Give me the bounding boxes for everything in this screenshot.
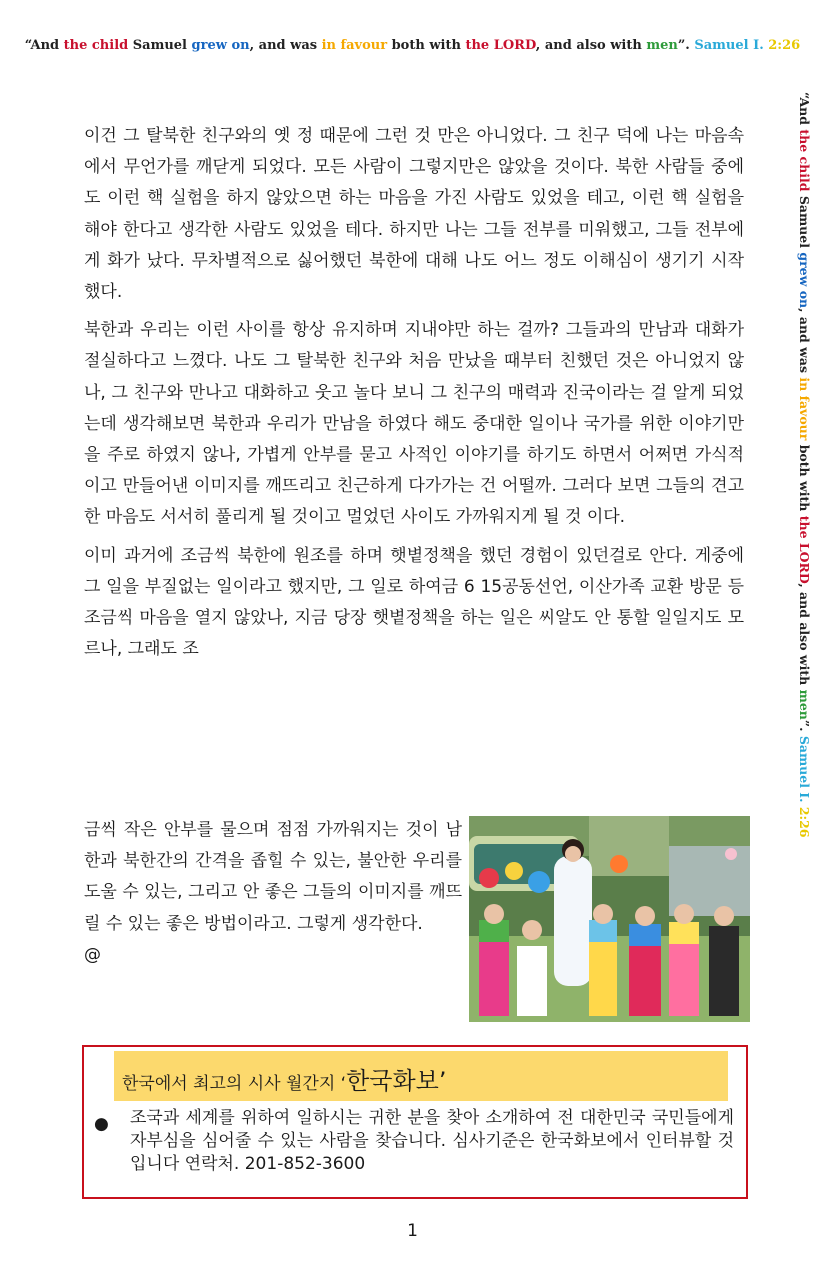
ad-title-prefix: 한국에서 최고의 시사 월간지 ‘ (122, 1074, 347, 1094)
quote-part: men (646, 38, 678, 53)
side-quote-part: the child (797, 129, 812, 196)
page-number: 1 (407, 1221, 418, 1241)
side-quote-part: both with (797, 444, 812, 516)
article-continuation (84, 815, 462, 971)
side-quote-part: “And (797, 92, 812, 130)
article-paragraph: 금씩 작은 안부를 물으며 점점 가까워지는 것이 남한과 북한간의 간격을 좁힐 수 있는, 불안한 우리를 도울 수 있는, 그리고 안 좋은 그들의 이미지를 깨뜨릴 수 있는 좋은 방법이라고. 그렇게 생각한다. (84, 820, 462, 934)
end-mark: @ (84, 944, 101, 965)
side-quote-part: , and also with (797, 583, 812, 690)
ad-title-suffix: ’ (438, 1067, 447, 1095)
quote-part: both with (391, 38, 466, 53)
quote-part: in favour (321, 38, 392, 53)
bullet-icon: ● (94, 1114, 109, 1134)
article-paragraph: 북한과 우리는 이런 사이를 항상 유지하며 지내야만 하는 걸까? 그들과의 만남과 대화가 절실하다고 느꼈다. 나도 그 탈북한 친구와 처음 만났을 때부터 친했던 것은 아니었지 않나, 그 친구와 만나고 대화하고 웃고 놀다 보니 그 친구의 매력과 진국이라는 걸 알게 되었는데 생각해보면 북한과 우리가 만남을 하였다 해도 중대한 일이나 국가를 위한 이야기만을 주로 하였지 않나, 가볍게 안부를 묻고 사적인 이야기를 하기도 하면서 어쩌면 가식적이고 만들어낸 이미지를 깨뜨리고 친근하게 다가가는 건 어떨까. 그러다 보면 그들의 견고한 마음도 서서히 풀리게 될 것이고 멀었던 사이도 가까워지게 될 것 이다. (84, 320, 744, 528)
side-quote-part: Samuel (797, 195, 812, 253)
festival-photo-image (469, 816, 750, 1022)
side-quote (797, 92, 812, 838)
quote-part: , and also with (535, 38, 647, 53)
quote-part: Samuel I. (694, 38, 769, 53)
quote-part: 2:26 (768, 38, 801, 53)
article-paragraph: 이미 과거에 조금씩 북한에 원조를 하며 햇볕정책을 했던 경험이 있던걸로 안다. 게중에 그 일을 부질없는 일이라고 했지만, 그 일로 하여금 6 15공동선언, 이산가족 교환 방문 등 조금씩 마음을 열지 않았나, 지금 당장 햇볕정책을 하는 일은 씨알도 안 통할 일일지도 모르나, 그래도 조 (84, 545, 744, 660)
ad-text: 조국과 세계를 위하여 일하시는 귀한 분을 찾아 소개하여 전 대한민국 국민들에게 자부심을 심어줄 수 있는 사람을 찾습니다. 심사기준은 한국화보에서 인터뷰할 것입니다 연락처. 201-852-3600 (130, 1108, 734, 1174)
side-quote-part: 2:26 (797, 806, 812, 838)
ad-box (82, 1045, 748, 1199)
side-quote-part: the LORD (797, 515, 812, 584)
side-quote-part: men (797, 689, 812, 720)
festival-photo (469, 816, 750, 1022)
header-quote (0, 38, 825, 53)
ad-title-name: 한국화보 (346, 1067, 439, 1095)
side-quote-part: , and was (797, 308, 812, 378)
quote-part: grew on (191, 38, 250, 53)
side-quote-part: grew on (797, 252, 812, 309)
quote-part: ”. (677, 38, 695, 53)
quote-part: “And (24, 38, 64, 53)
side-quote-part: ”. (797, 719, 812, 736)
side-quote-part: Samuel I. (797, 735, 812, 807)
article-paragraph: 이건 그 탈북한 친구와의 옛 정 때문에 그런 것 만은 아니었다. 그 친구 덕에 나는 마음속에서 무언가를 깨닫게 되었다. 모든 사람이 그렇지만은 않았을 것이다. 북한 사람들 중에도 이런 핵 실험을 하지 않았으면 하는 마음을 가진 사람도 있었을 테고, 이런 핵 실험을 해야 한다고 생각한 사람도 있었을 테다. 하지만 나는 그들 전부를 미워했고, 그들 전부에게 화가 났다. 무차별적으로 싫어했던 북한에 대해 나도 어느 정도 이해심이 생기기 시작했다. (84, 126, 744, 303)
quote-part: Samuel (132, 38, 192, 53)
quote-part: the child (63, 38, 133, 53)
quote-part: , and was (249, 38, 322, 53)
ad-title (122, 1061, 446, 1104)
article-body (84, 121, 744, 672)
quote-part: the LORD (465, 38, 536, 53)
side-quote-part: in favour (797, 377, 812, 445)
